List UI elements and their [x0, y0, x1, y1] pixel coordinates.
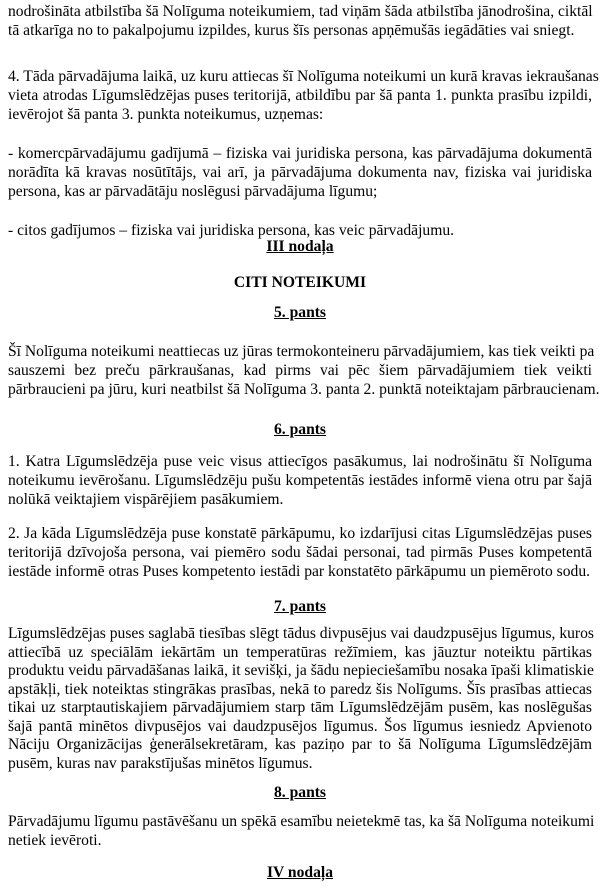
article-heading: 6. pants	[274, 421, 326, 438]
text-line: persona, kas ar pārvadātāju noslēgusi pārvadājuma līgumu;	[8, 182, 378, 200]
text-line: 2. Ja kāda Līgumslēdzēja puse konstatē pārkāpumu, ko izdarījusi citas Līgumslēdzējas puses	[8, 525, 592, 542]
article-heading: 7. pants	[274, 598, 326, 615]
paragraph-article-7	[8, 625, 592, 773]
text-line: 1. Katra Līgumslēdzēja puse veic visus attiecīgos pasākumus, lai nodrošinātu šī Nolīguma	[8, 453, 592, 470]
text-line: pusēm, kuras nav parakstījušas minētos līgumus.	[8, 754, 313, 772]
paragraph-article-6-point-1	[8, 453, 592, 509]
article-heading: 8. pants	[274, 784, 326, 801]
chapter-heading: IV nodaļa	[266, 864, 333, 881]
paragraph-article-8	[8, 813, 595, 851]
text-line: Pārvadājumu līgumu pastāvēšanu un spēkā esamību neietekmē tas, ka šā Nolīguma noteikumi	[8, 813, 595, 830]
text-line: netiek ievēroti.	[8, 831, 102, 849]
text-line: noteikumu ievērošanu. Līgumslēdzēju pušu kompetentās iestādes informē viena otru par šajā	[8, 471, 592, 489]
chapter-title: CITI NOTEIKUMI	[233, 274, 367, 291]
text-line: sauszemi bez preču pārkraušanas, kad pirms vai pēc šiem pārvadājumiem tiek veikti	[8, 361, 592, 379]
text-line: - komercpārvadājumu gadījumā – fiziska vai juridiska persona, kas pārvadājuma dokumentā	[8, 145, 592, 162]
text-line: nodrošināta atbilstība šā Nolīguma noteikumiem, tad viņām šāda atbilstība jānodrošina, ciktāl	[8, 3, 593, 20]
text-line: tā atkarīga no to pakalpojumu izpildes, kurus šīs personas apņēmušās iegādāties vai sniegt.	[8, 21, 575, 39]
article-heading: 5. pants	[274, 304, 326, 321]
text-line: vieta atrodas Līgumslēdzējas puses teritorijā, atbildību par šā panta 1. punkta prasību izpildi,	[8, 86, 592, 104]
text-line: produktu veidu pārvadāšanas laikā, it sevišķi, ja šādu nepieciešamību nosaka īpaši klimatiskie	[8, 662, 594, 679]
text-line: tikai uz starptautiskajiem pārvadājumiem starp tām Līgumslēdzējām pusēm, kas noslēgušas	[8, 699, 592, 716]
text-line: iestāde informē otras Puses kompetento iestādi par konstatēto pārkāpumu un piemēroto sodu.	[8, 562, 591, 580]
text-line: - citos gadījumos – fiziska vai juridiska persona, kas veic pārvadājumu.	[8, 222, 455, 239]
text-line: pārbraucieni pa jūru, kuri neatbilst šā Nolīguma 3. panta 2. punktā noteiktajam pārbraucienam.	[8, 380, 600, 398]
paragraph-commercial-transport	[8, 145, 592, 201]
text-line: Šī Nolīguma noteikumi neattiecas uz jūras termokonteineru pārvadājumiem, kas tiek veikti pa	[8, 343, 595, 360]
paragraph-point-4	[8, 68, 599, 124]
text-line: 4. Tāda pārvadājuma laikā, uz kuru attiecas šī Nolīguma noteikumi un kurā kravas iekraušanas	[8, 68, 599, 85]
text-line: attiecībā uz speciālām iekārtām un temperatūras režīmiem, kas jāuztur noteiktu pārtikas	[8, 643, 592, 661]
text-line: Līgumslēdzējas puses saglabā tiesības slēgt tādus divpusējus vai daudzpusējus līgumus, kuros	[8, 625, 594, 642]
text-line: šajā pantā minētos divpusējos vai daudzpusējos līgumus. Šos līgumus iesniedz Apvienoto	[8, 717, 592, 735]
chapter-heading: III nodaļa	[266, 238, 334, 255]
paragraph-article-5	[8, 343, 600, 399]
text-line: ievērojot šā panta 3. punkta noteikumus, uzņemas:	[8, 105, 324, 123]
text-line: apstākļi, tiek noteiktas stingrākas prasības, nekā to paredz šis Nolīgums. Šīs prasības attiecas	[8, 680, 592, 698]
paragraph-article-6-point-2	[8, 525, 592, 581]
text-line: Nāciju Organizācijas ģenerālsekretāram, kas paziņo par to šā Nolīguma Līgumslēdzējām	[8, 736, 592, 753]
text-line: norādīta kā kravas nosūtītājs, vai arī, ja pārvadājuma dokumenta nav, fiziska vai juridiska	[8, 163, 592, 181]
text-line: teritorijā dzīvojoša persona, vai piemēro sodu šādai personai, tad pirmās Puses kompetentā	[8, 543, 592, 561]
paragraph-continuation	[8, 3, 592, 41]
text-line: nolūkā veiktajiem vispārējiem pasākumiem.	[8, 490, 284, 508]
